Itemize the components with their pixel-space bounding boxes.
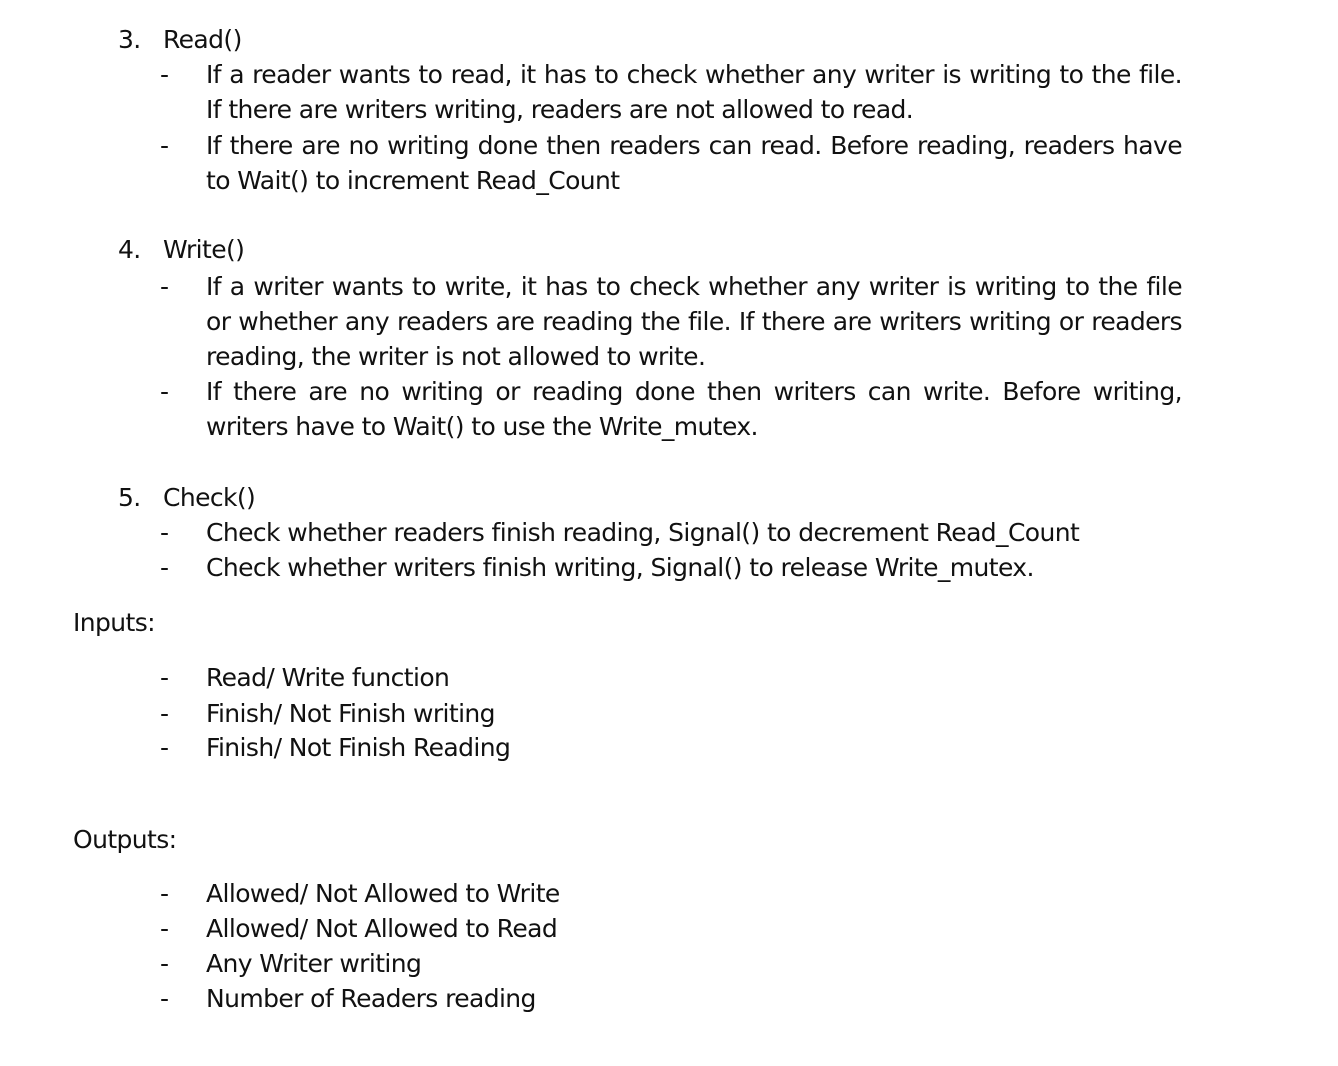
dash-bullet: -: [160, 699, 169, 728]
dash-bullet: -: [160, 733, 169, 762]
dash-bullet: -: [160, 663, 169, 692]
check-function-heading: [118, 480, 255, 515]
dash-bullet: -: [160, 60, 169, 89]
bullet-text: Check whether readers finish reading, Signal() to decrement Read_Count: [206, 518, 1080, 547]
bullet-text: If a reader wants to read, it has to check whether any writer is writing to the file. If there are writers writing, readers are not allowed to read.: [206, 60, 1182, 124]
list-item: [160, 550, 1182, 585]
list-item: [160, 876, 1182, 911]
list-item: [160, 515, 1182, 550]
dash-bullet: -: [160, 518, 169, 547]
list-number: 3.: [118, 25, 141, 54]
outputs-label: Outputs:: [73, 825, 177, 854]
output-item: Any Writer writing: [206, 949, 422, 978]
output-item: Allowed/ Not Allowed to Write: [206, 879, 560, 908]
dash-bullet: -: [160, 131, 169, 160]
list-item: [160, 946, 1182, 981]
list-item: [160, 696, 1182, 731]
list-item: [160, 911, 1182, 946]
dash-bullet: -: [160, 984, 169, 1013]
input-item: Finish/ Not Finish Reading: [206, 733, 511, 762]
input-item: Finish/ Not Finish writing: [206, 699, 495, 728]
dash-bullet: -: [160, 377, 169, 406]
read-function-heading: [118, 22, 242, 57]
output-item: Allowed/ Not Allowed to Read: [206, 914, 558, 943]
list-item: [160, 128, 1182, 198]
bullet-text: If there are no writing done then readers can read. Before reading, readers have to Wait() to increment Read_Count: [206, 131, 1182, 195]
list-item: [160, 660, 1182, 695]
function-title: Read(): [163, 25, 242, 54]
dash-bullet: -: [160, 553, 169, 582]
input-item: Read/ Write function: [206, 663, 450, 692]
dash-bullet: -: [160, 949, 169, 978]
dash-bullet: -: [160, 272, 169, 301]
function-title: Write(): [163, 235, 245, 264]
output-item: Number of Readers reading: [206, 984, 536, 1013]
dash-bullet: -: [160, 879, 169, 908]
list-item: [160, 981, 1182, 1016]
list-item: [160, 269, 1182, 374]
list-item: [160, 57, 1182, 127]
inputs-label: Inputs:: [73, 608, 155, 637]
dash-bullet: -: [160, 914, 169, 943]
list-number: 5.: [118, 483, 141, 512]
write-function-heading: [118, 232, 244, 267]
list-number: 4.: [118, 235, 141, 264]
function-title: Check(): [163, 483, 256, 512]
bullet-text: If there are no writing or reading done then writers can write. Before writing, writers have to Wait() to use the Write_mutex.: [206, 377, 1182, 441]
list-item: [160, 374, 1182, 444]
bullet-text: If a writer wants to write, it has to check whether any writer is writing to the file or whether any readers are reading the file. If there are writers writing or readers reading, the writer is not allowed to write.: [206, 272, 1182, 371]
list-item: [160, 730, 1182, 765]
bullet-text: Check whether writers finish writing, Signal() to release Write_mutex.: [206, 553, 1034, 582]
